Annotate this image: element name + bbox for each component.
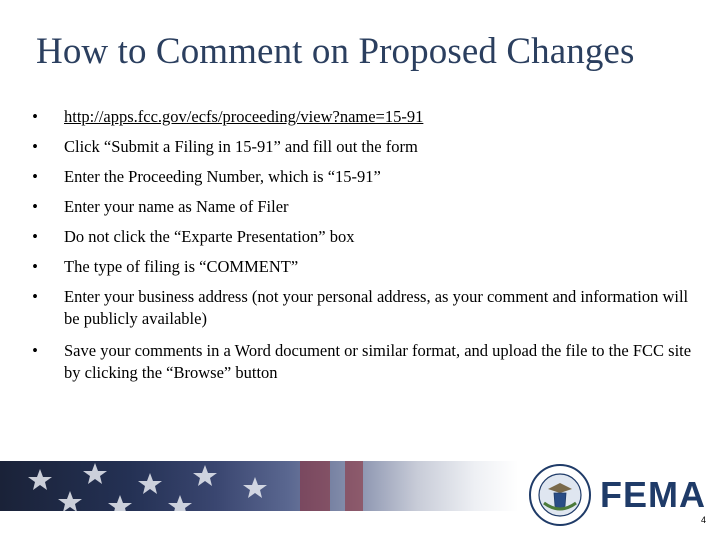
bullet-item <box>28 106 698 128</box>
dhs-seal-icon <box>528 463 592 527</box>
fcc-proceeding-link[interactable]: http://apps.fcc.gov/ecfs/proceeding/view?name=15-91 <box>64 107 424 126</box>
bullet-item <box>28 340 698 384</box>
bullet-text: Enter your business address (not your personal address, as your comment and information will be publicly available) <box>64 287 689 328</box>
bullet-item <box>28 196 698 218</box>
bullet-text: Save your comments in a Word document or similar format, and upload the file to the FCC site by clicking the “Browse” button <box>64 341 692 382</box>
bullet-icon: • <box>32 287 38 306</box>
bullet-text: Click “Submit a Filing in 15-91” and fill out the form <box>64 137 418 156</box>
bullet-icon: • <box>32 227 38 246</box>
bullet-text: Enter the Proceeding Number, which is “15-91” <box>64 167 381 186</box>
bullet-item <box>28 166 698 188</box>
bullet-text: Enter your name as Name of Filer <box>64 197 289 216</box>
page-number: 4 <box>700 515 706 525</box>
bullet-item <box>28 256 698 278</box>
flag-stars-image <box>0 461 420 511</box>
bullet-icon: • <box>32 197 38 216</box>
bullet-icon: • <box>32 137 38 156</box>
bullet-item <box>28 286 698 330</box>
bullet-list <box>28 106 698 394</box>
slide-title: How to Comment on Proposed Changes <box>36 31 635 72</box>
bullet-text: Do not click the “Exparte Presentation” box <box>64 227 355 246</box>
bullet-item <box>28 226 698 248</box>
bullet-icon: • <box>32 107 38 126</box>
bullet-icon: • <box>32 167 38 186</box>
bullet-icon: • <box>32 341 38 360</box>
bullet-icon: • <box>32 257 38 276</box>
bullet-text: The type of filing is “COMMENT” <box>64 257 299 276</box>
bullet-item <box>28 136 698 158</box>
fema-logo: FEMA <box>600 474 706 515</box>
